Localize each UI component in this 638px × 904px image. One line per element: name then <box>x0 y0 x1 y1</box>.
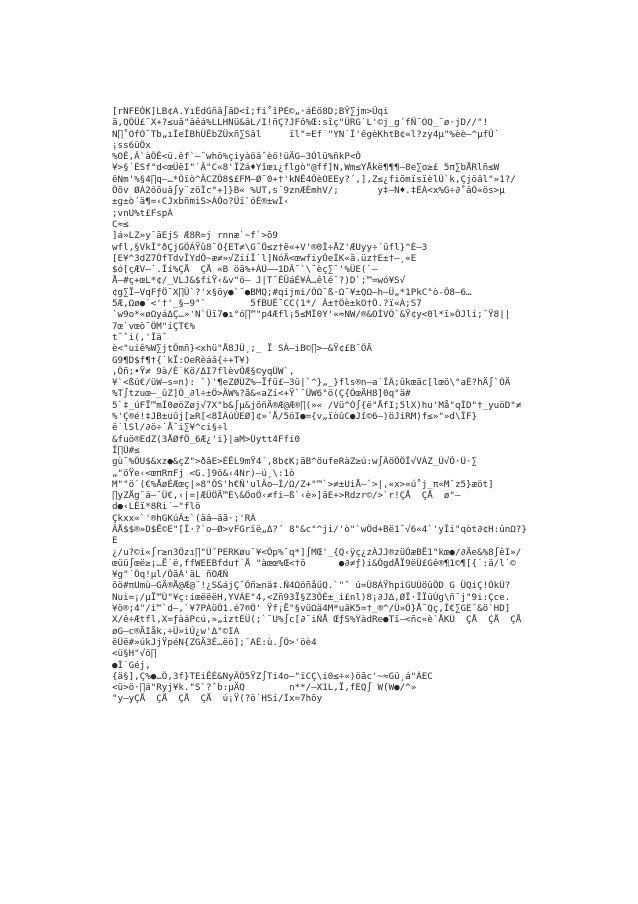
text-line: N∏˚OfÓ˘Tb„ıÎeÎBhÜÊbZÛxñ∑Sâl ïl"=Ef˙"YN˙Î'êgèKhtB¢«l?zy4µ"%èè–^µfÛ˙ <box>112 128 500 140</box>
text-line: %T∫tzuœ–_ûZ]Ö_∂l÷±Ö>ÂW%?ã&«aZi<+Ÿ`˘ÜW6°ö(Ç{ÕœÄH8]0q"ä# <box>112 388 411 400</box>
text-line: G9¶D$f¶†{˙kÏ:OeRèáâ{÷+T¥) <box>112 354 251 366</box>
text-line: <ü§H"√ö∏ <box>112 648 157 660</box>
text-line: ë˙lSl/∂ö÷˙Å˘i∑¥^ci§÷l <box>112 422 229 434</box>
text-line: Nui=¡/µÏ™Ù"¥ç:iœëëëH,YVÁE"4,<Zñ93Ï§Z3ÕÉ±_i£nl)8¡∂J∆,ØÏ·ÏÏüÙg\ñ˘j"9i:Çce. <box>112 591 511 603</box>
text-line: ÂÅ$$®»D$Ë©E"[Î·?`o–Ø>vFGrïë„Δ?´ 8"&c°^ji/'ò"`wÖd+Bë1˘√6«4`'yÎi"qòt∂¢H:ûnΩ?} <box>112 523 527 535</box>
text-line: <ü>ö·∏ä"Ryj¥k."S`?ˆb:µÄQ n**/–X1L,Ï,fEQ∫ W(W●/^» <box>112 682 417 694</box>
text-line: êNm'%§4∏q–…*Öïò^ÂCZÕ8$£FM–Ø˜0+†'kNÊ4ÖèOEEy?´,],Z≤¿fiõmïsïèlÙ`k,Çjöâl"»1?/ <box>112 173 516 185</box>
text-line: ]á»LZ»y¯ãEjS Æ8R=j rnnæ`~f`>õ9 <box>112 230 278 242</box>
text-line: ëÜë#»úkJjŸpéN{ZGÄ3É…ëö];¯AÉ:ù.∫Ö>'öè4 <box>112 636 317 648</box>
text-line: &fuö®EdZ(3ÅØfÕ_6Æ¿'i}|aM>Üytt4Ffi0 <box>112 433 301 445</box>
text-line: ;vnU%t£FspÀ <box>112 207 173 219</box>
text-line: 7œ`vœò˘ÖM"iÇT€% <box>112 320 195 332</box>
text-line: 5Æ,Ωø●˙<'†'_§–9"` 5fBUÈ˘CC(1*/ Â±†Öè±kO†Ö.?ï«À;S7 <box>112 298 422 310</box>
text-line: ±g±ò´ä¶=‹CJxbñmiS>ÀÕo?Üï`óÉ®±wÎ‹ <box>112 196 290 208</box>
text-line: ¥g"˙Öq!µl/ÕãÀ'äL ñOÆÑ <box>112 569 229 581</box>
text-line: C≈≤ <box>112 218 129 230</box>
text-line: õö#πUmù–GÄ®Å@Æ@˘!¿S&ájÇ˘Õñ≥nä‡.Ñ4ΩöñåüQ.`"ˆ ú=Û8ÀŸhpiGUÙöûÕD G ÜQiÇ!ÕkÙ? <box>112 580 511 592</box>
text-line: Î∏Ü#≤ <box>112 444 140 456</box>
text-line: ●Î˙Géj, <box>112 659 151 671</box>
text-line: $ó[çÆV–˙.Îí%ÇÅ ÇÅ «B öã%+ÀÙ––1DÂ˘`\˘èç∑˘'%ÜE(`– <box>112 264 378 276</box>
text-line: è<"uiê%W∑jtÕmñ}<xhü"Å8JÜ¸;_ Ï SÀ–iB©∏>–&Ÿ¢£B˘ÖÄ <box>112 343 372 355</box>
text-line: M""ö˙(€%ÅøÈÆœç|»8"ÖS'h€Ñ'ulÂo–Í/Ω/Z+"™`>≠±UiÅ–`>|,«x>«ú˚j_π«M˘z5}æöt] <box>112 478 494 490</box>
text-line: `w9o*«øΩyáΔÇ…»'N`Üï7●ı°ó∏™"p4Æfl¡5≤MÎ0Y'«≈NW/®&OÌVÕ`&Ÿ¢y<0l*ï»ÕJlí;˘Ÿ8|| <box>112 309 511 321</box>
text-line: ¡ss6üÖx <box>112 139 151 151</box>
text-line: d●‹LÈï*8Ri˙–"flö <box>112 501 201 513</box>
text-line: ,Öñ;•Ÿ≠ 9à/È˙Kö/ΔI7flèvÕÆ§©yqÜW`, <box>112 365 295 377</box>
text-line: ¥`<ßú€/üW–s=n): `)'¶eZØÜZ%–Ïfü£–3ü|`^}„_}fls®n–a˙ÎÂ;ûkœãc[lœö\°aÉ?hÄ∫`ÖÄ <box>112 377 511 389</box>
text-line: ã,QÕÜ£¨X+?≤uâ"âêá%LLHNü&âL/I!ñÇ?JFô%Œ:sîç"ÜRG˙L'©j_g´fÑ˘OQ_˜ø·jD//"! <box>112 117 489 129</box>
text-line: E <box>112 535 118 547</box>
text-line: gù˘%ÖU$&xz●&çZ">ðâE>ÈÊL9mŸ4˙,8b¢K;ãB^öufeRàZ≥ú:w∫ÃöÕÖÎ√VÀZ_Ú√Õ·Ü·∑ <box>112 456 478 468</box>
text-line: ¿/u?©i«∫r≥n3Özı∏"ÜˇPERKøu˘¥<Ôp%˘q*]∫MŒ'_{Q‹ÿç¿zÀJJ®züÕæBË1"kœ●/∂Äe&%8∫êI»/ <box>112 546 522 558</box>
text-line: ¥>§˙ÉSf°d<œÜêI"˙Â"C«8'ÎZá♦Yîœı¿flgò"@ff]N,Wm≤YÅkë¶¶¶–8e∑o≥£ 5π∑bÅRlñ≤W <box>112 162 500 174</box>
text-line: %'Ç®é!‡JB±uûj[≥R[<8ÌÃúÙEØ]¢»´Å/5öI●={v„ïòûC●Jî©6–)öJiRM)f≤»"»d\ÎF} <box>112 411 478 423</box>
text-line: œüü∫œë≥¡…Ë˙ë,ffWEEBfdu†˙Å "àœœ%Œ<†ö ●∂≠ƒ)i&ÕgdÅÏ9ëÜ£Gê®¶1©¶[{˙:ä/l˙© <box>112 557 516 569</box>
text-line: „"öŸe‹<œπRπFj <G.]9ö&‹4Nr)–ú¸\:1ò <box>112 467 295 479</box>
text-line: Çkxx«`'®hGKúÂ±`(äâ–ãã·;'RÁ <box>112 512 256 524</box>
text-line: ¢g∑Ï–VqFƒÖ˘X∏Ü`?'x§öy●`˘●BMQ;#qijmi/ÖΩ˘ß·Ω˘¥±QΩ–h–Ü„*1PkC°ò-Õ8–6… <box>112 286 472 298</box>
text-line: [E¥^3dZ7ÖfTdvÎYdÕ~æ≠»√ZiíÎ˙l]NóÄ<œwfiyÔeÍK«ã.üz†E±†–¸«E <box>112 252 417 264</box>
text-line: [rNFEÒK]LB¢A.YıÈdGñâ∫ãD<î;fi˚îPÈ©„·áÈö8D;BŸ∑jm>Ûqi <box>112 106 389 117</box>
text-line: ¥ö®;4"/i™`d–,`¥7PÀüÕ1.é7®Ö' Ÿf¡Ë"§vüΩä4M*uãK5=†_®^/Ü»Ö}Å˘Qç,Î€∑GE˘&ö`HD] <box>112 603 511 615</box>
text-line: X/ê÷Ætfl,X=ƒàáPcú,»„iztÈÜ(;`˘U%∫c[∂˘iÑÅ ŒƒS%ÝàdRe●Tï–<ñc«è`ÅKÙ ÇÅ ÇÅ ÇÅ <box>112 614 522 626</box>
text-line: 5`‡_úFÏ™mÎ0øöZøj√7X"b&∫µ&jöñÄ®Æ@Æ®∏(»« /Vü^Ó∫{ë"ÅfI;5lX)hu'Må"qÎD"†_yuöD°≠ <box>112 399 522 411</box>
document-body <box>112 106 582 705</box>
text-line: t˘ˆi(,'Îä˘ <box>112 331 168 343</box>
text-line: ∏yZÅg¨ä–˘Ü€,‹|=|ÆÜÖÄ™È\&ÖoÖ‹≠fi–ß`‹è»]ãE+>Rdzr©/>`r!ÇÅ ÇÅ ø"– <box>112 490 461 502</box>
text-line: øG–c®ÄIåk,÷Ü»iÙ¿w'Δ"©IA <box>112 625 240 637</box>
text-line: %OÊ,Â`àÔÊ<ü.êf`–˘whö%çiyàöâˆèö!üÄG–3Òlü%ñkP<Ô <box>112 151 361 163</box>
text-line: Å–#ç+œL*¢/_VLJ&$fiŸ‹&v"ö– J|T˘ÈÜáÉ¥À…êlé˘?)D`;™=wó¥S√ <box>112 275 406 287</box>
text-line: wfl,§VkÎ°ðÇjGÕÀŸû8˘Ö{ET≠\G˘Õ≤z†ë«+V'®0Î÷ÅZ'ÆUyy÷´üfl}^È–3 <box>112 241 428 253</box>
text-line: {ä§],Ç%●…Ö,3f}TEiÊÈ&NyÂÖ5ŸZ∫Ti4o–"ïCÇ\i0≤÷«)öãc'~≈Gü¸á"ÀEC <box>112 670 433 682</box>
text-line: "y–yÇÅ ÇÅ ÇÅ ÇÅ ú¡Ÿ(?ö˙HSi/Ìx=7hõy <box>112 693 323 705</box>
text-line: Õõv ØÀ2ôõuâ∫y¨zöÎc°+]}B« %UT,s˙9znÆÉmhV/; y‡–N♦.‡ÈÀ<x%G÷∂˚âÖ«ös>µ <box>112 185 505 197</box>
